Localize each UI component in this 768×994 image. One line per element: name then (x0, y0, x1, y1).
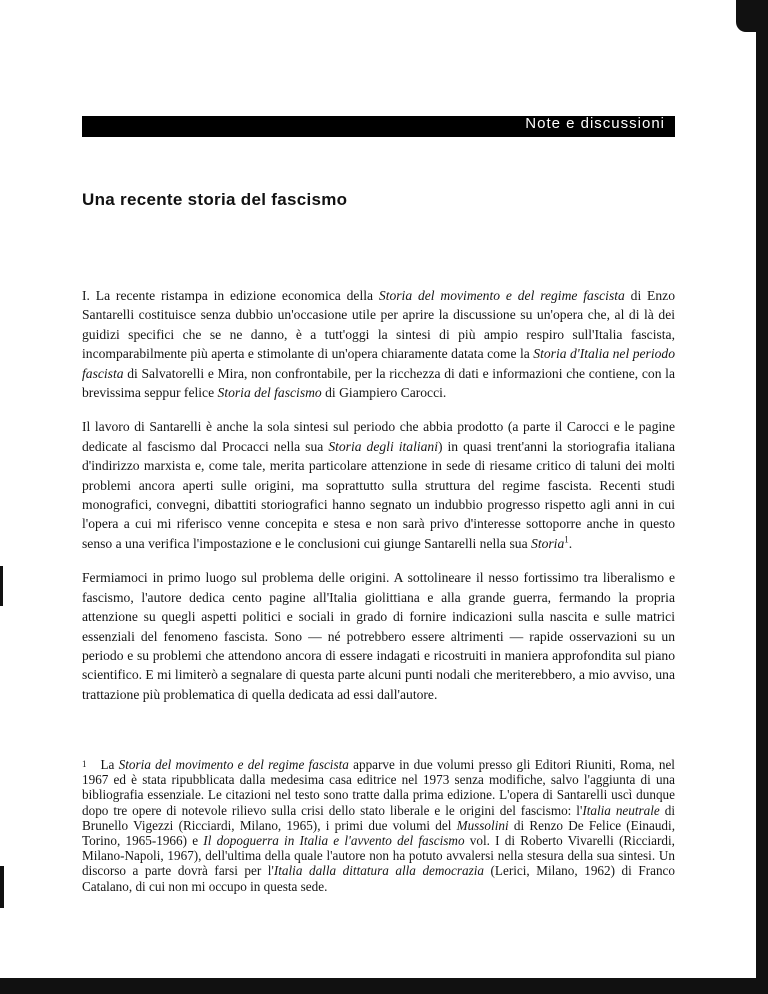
italic-title: Italia neutrale (582, 802, 660, 818)
paragraph: Fermiamoci in primo luogo sul problema delle origini. A sottolineare il nesso fortissimo tra liberalismo e fascismo, l'autore dedica cento pagine all'Italia giolittiana e alla grande guerra, fermando la propria attenzione su quegli aspetti politici e sociali in grado di fornire indicazioni sulla nascita e sulle matrici essenziali del fenomeno fascista. Sono — né potrebbero essere altrimenti — rapide osservazioni su un periodo e su problemi che attendono ancora di essere indagati e ricostruiti in maniera approfondita sul piano scientifico. E mi limiterò a segnalare di questa parte alcuni punti nodali che meriterebbero, a mio avviso, una trattazione più problematica di quella dedicata ad essi dall'autore. (82, 570, 675, 702)
footnote-mark: 1 (82, 759, 87, 769)
scan-right-edge (756, 0, 768, 994)
italic-title: Italia dalla dittatura alla democrazia (273, 863, 484, 879)
paragraph: Il lavoro di Santarelli è anche la sola sintesi sul periodo che abbia prodotto (a parte il Carocci e le pagine dedicate al fascismo dal Procacci nella sua Storia degli italiani) in quasi trent'anni la storiografia italiana d'indirizzo marxista e, come tale, merita particolare attenzione in sede di riesame critico di taluni dei molti problemi ancora aperti sulle origini, ma soprattutto sulla struttura del regime fascista. Recenti studi monografici, convegni, dibattiti storiografici hanno segnato un indubbio progresso rispetto agli anni in cui l'opera a cui mi riferisco venne concepita e stesa e non sarà privo d'interesse sottoporre anche in questo senso a una verifica l'impostazione e le conclusioni cui giunge Santarelli nella sua Storia$^1$. (82, 419, 675, 551)
article-body (82, 286, 675, 719)
italic-title: Storia degli italiani (328, 438, 438, 454)
scan-left-mark (0, 866, 4, 908)
article-title: Una recente storia del fascismo (82, 190, 348, 209)
section-header-bar (82, 116, 675, 137)
italic-title: Storia del movimento e del regime fascista (118, 757, 349, 772)
footnote (82, 757, 675, 894)
paragraph: I. La recente ristampa in edizione economica della Storia del movimento e del regime fascista di Enzo Santarelli costituisce senza dubbio un'occasione utile per aprire la discussione su un'opera che, al di là dei guidizi specifici che se ne danno, è a tutt'oggi la sintesi di più ampio respiro sull'Italia fascista, incomparabilmente più aperta e stimolante di un'opera chiaramente datata come la Storia d'Italia nel periodo fascista di Salvatorelli e Mira, non confrontabile, per la ricchezza di dati e informazioni che contiene, con la brevissima seppur felice Storia del fascismo di Giampiero Carocci. (82, 288, 675, 401)
scan-top-right-corner (736, 0, 762, 32)
footnote-text: La Storia del movimento e del regime fascista apparve in due volumi presso gli Editori Riuniti, Roma, nel 1967 ed è stata ripubblicata dalla medesima casa editrice nel 1973 senza modifiche, salvo l'aggiunta di una bibliografia essenziale. Le citazioni nel testo sono tratte dalla prima edizione. L'opera di Santarelli uscì dunque dopo tre opere di notevole rilievo sulla crisi dello stato liberale e le origini del fascismo: l'Italia neutrale di Brunello Vigezzi (Ricciardi, Milano, 1965), i primi due volumi del Mussolini di Renzo De Felice (Einaudi, Torino, 1965-1966) e Il dopoguerra in Italia e l'avvento del fascismo vol. I di Roberto Vivarelli (Ricciardi, Milano-Napoli, 1967), dell'ultima della quale l'autore non ha potuto avvalersi nella stesura della sua sintesi. Un discorso a parte dovrà farsi per l'Italia dalla dittatura alla democrazia (Lerici, Milano, 1962) di Franco Catalano, di cui non mi occupo in questa sede. (82, 757, 675, 894)
italic-title: Storia del fascismo (217, 385, 322, 401)
italic-title: Mussolini (456, 817, 509, 833)
italic-title: Storia d'Italia nel periodo fascista (82, 346, 675, 381)
italic-title: Storia (531, 535, 565, 551)
italic-title: Il dopoguerra in Italia e l'avvento del fascismo (203, 833, 465, 849)
italic-title: Storia del movimento e del regime fascista (378, 288, 625, 303)
footnote-reference: 1 (564, 534, 569, 545)
scan-bottom-edge (0, 978, 768, 994)
section-label: Note e discussioni (525, 115, 665, 132)
scan-left-mark (0, 566, 3, 606)
